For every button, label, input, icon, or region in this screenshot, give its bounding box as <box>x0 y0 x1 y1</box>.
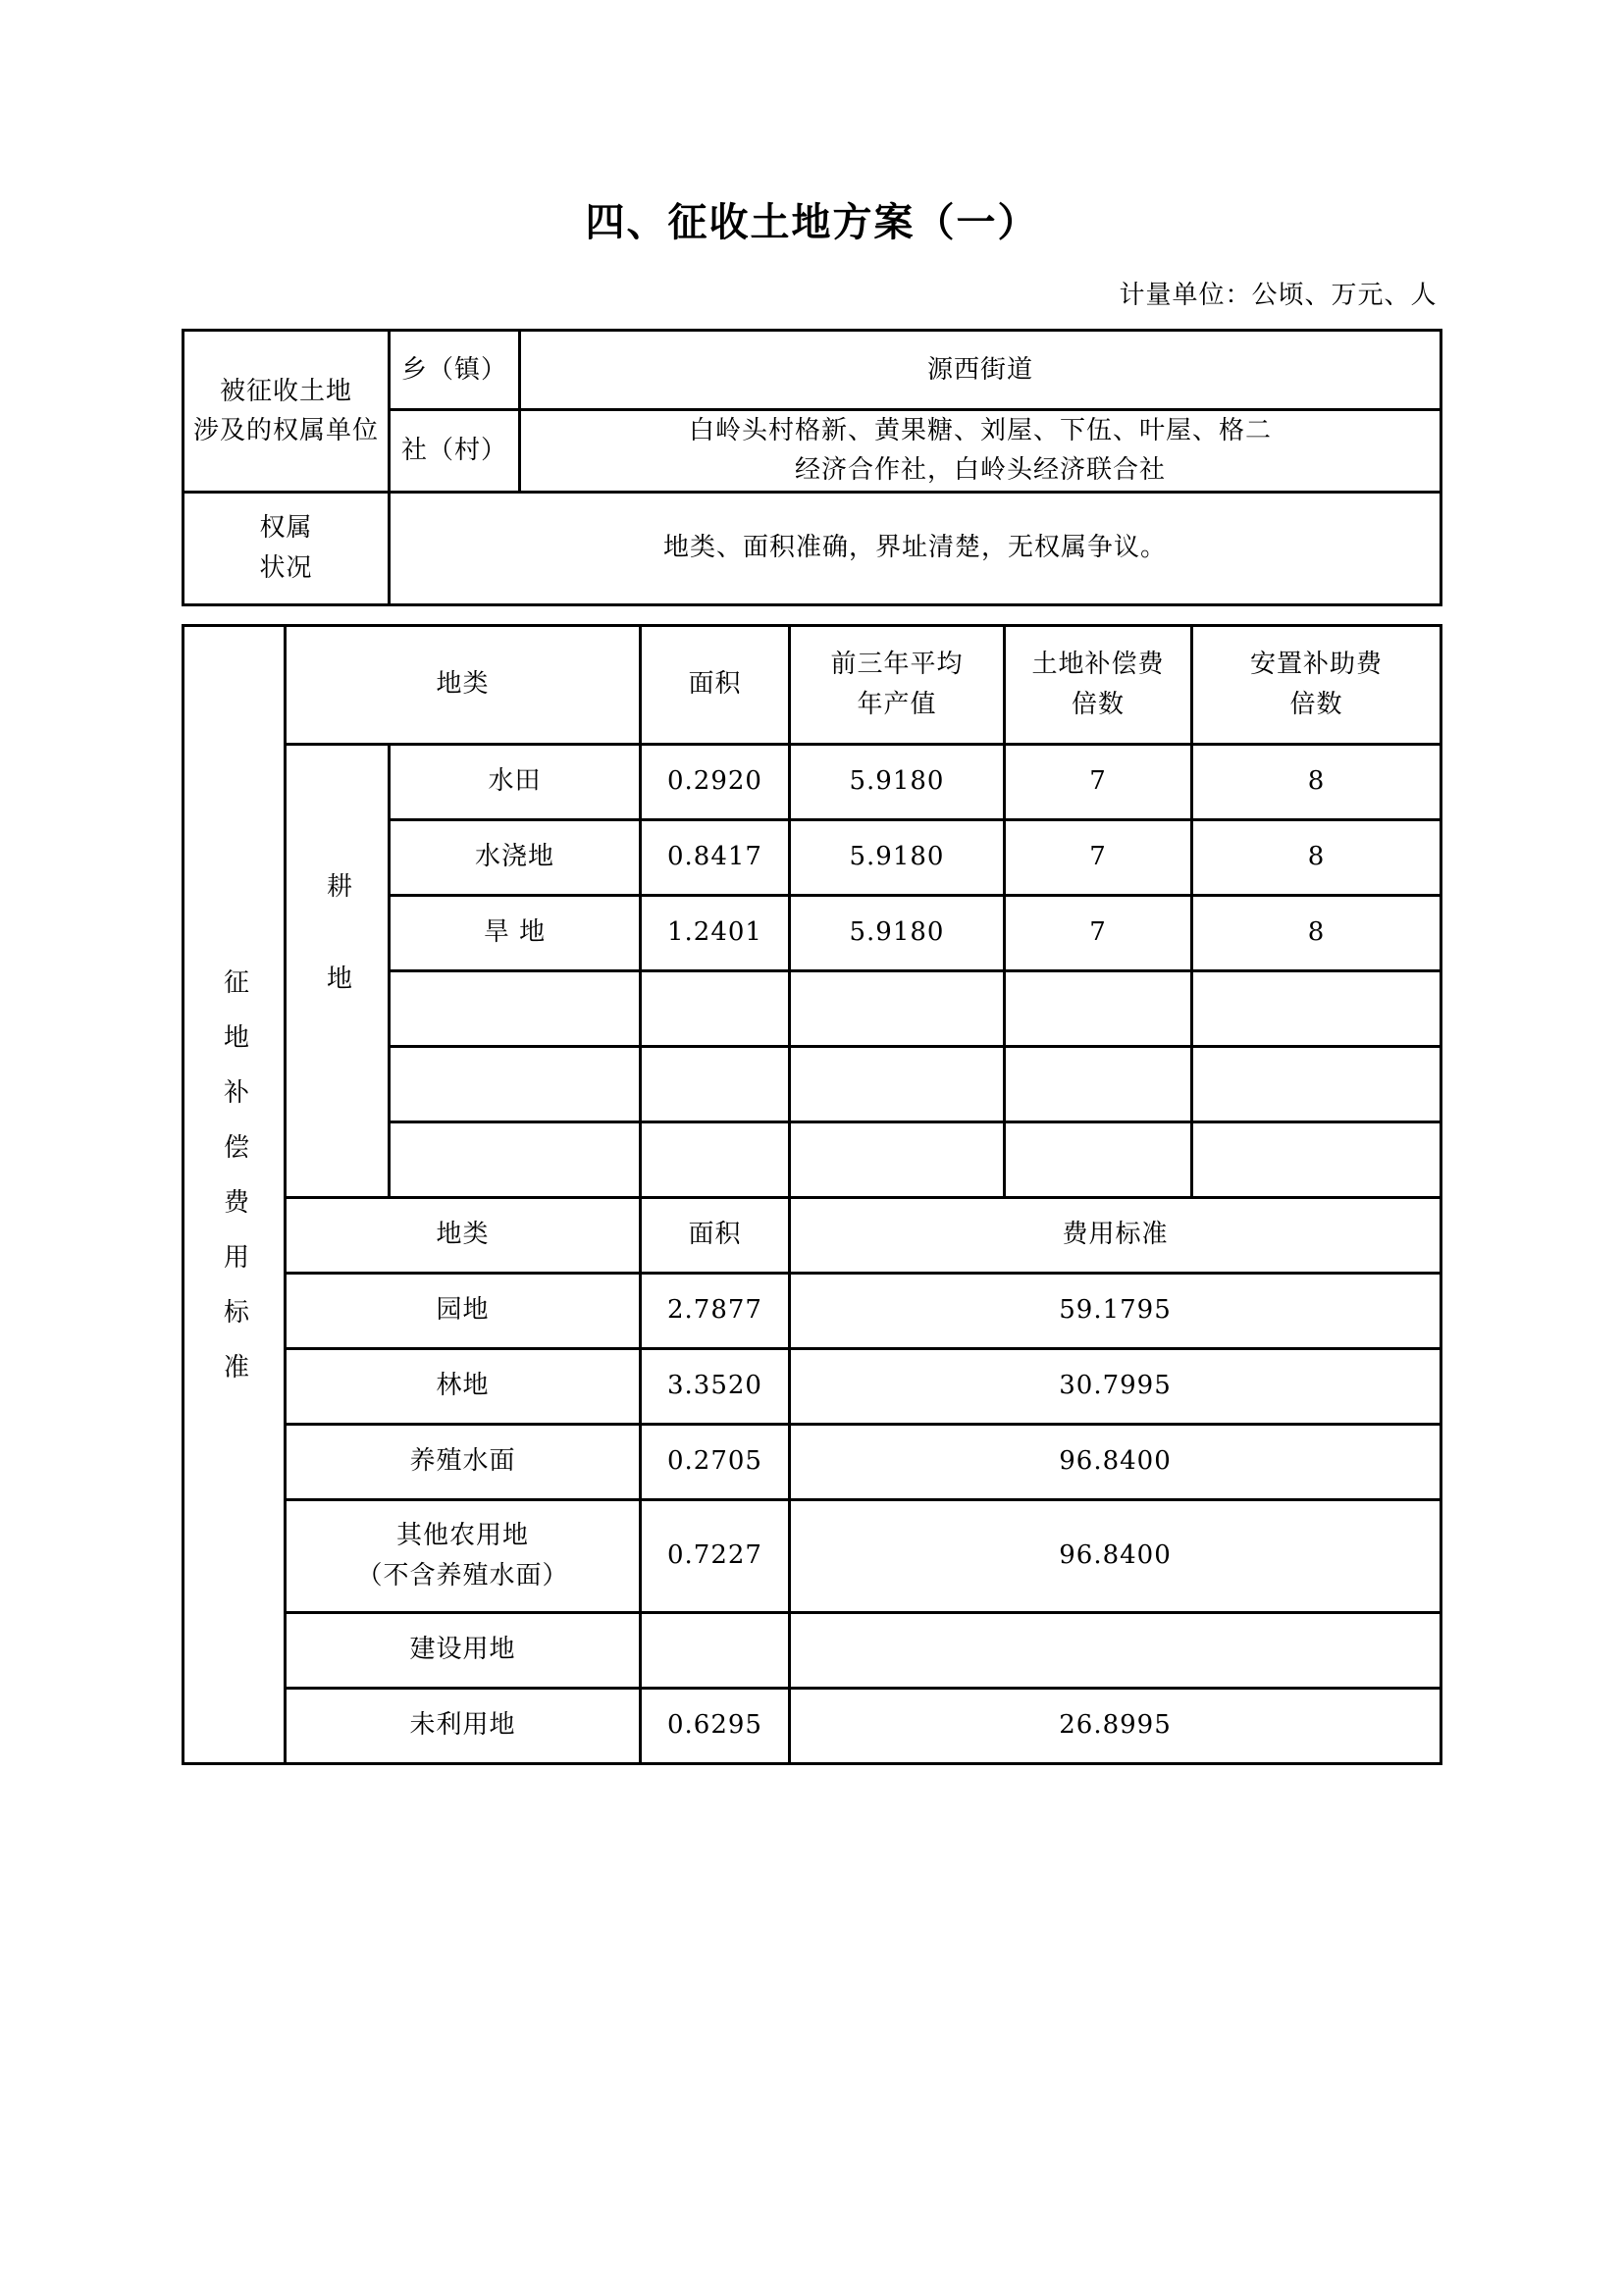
resettle-multiple-cell: 8 <box>1192 744 1441 819</box>
land-type-cell <box>389 1121 640 1197</box>
resettle-multiple-cell <box>1192 1121 1441 1197</box>
fee-standard-cell: 59.1795 <box>790 1273 1441 1348</box>
land-type-cell: 建设用地 <box>285 1612 640 1688</box>
resettle-multiple-cell: 8 <box>1192 895 1441 970</box>
ownership-status-label <box>183 492 390 604</box>
avg-yield-cell: 5.9180 <box>790 744 1005 819</box>
fee-standard-cell: 96.8400 <box>790 1424 1441 1499</box>
ownership-status-label-line1: 权属 <box>259 513 313 544</box>
header-land-type-b: 地类 <box>285 1197 640 1273</box>
land-type-cell <box>389 970 640 1046</box>
header-resettlement-multiple <box>1192 625 1441 744</box>
area-cell: 3.3520 <box>641 1348 790 1424</box>
resettle-multiple-cell: 8 <box>1192 819 1441 895</box>
village-value <box>520 410 1441 493</box>
avg-yield-cell <box>790 1046 1005 1121</box>
land-multiple-cell: 7 <box>1005 895 1192 970</box>
header-land-type-a: 地类 <box>285 625 640 744</box>
table-row <box>183 744 1441 819</box>
ownership-status-value: 地类、面积准确，界址清楚，无权属争议。 <box>390 492 1441 604</box>
table-row <box>183 1688 1441 1763</box>
avg-yield-cell: 5.9180 <box>790 895 1005 970</box>
area-cell: 0.2705 <box>641 1424 790 1499</box>
compensation-side-label-text: 征地补偿费用标准 <box>219 967 249 1408</box>
area-cell <box>641 1046 790 1121</box>
land-type-cell <box>389 1046 640 1121</box>
unit-note: 计量单位：公顷、万元、人 <box>1119 281 1438 310</box>
page-title: 四、征收土地方案（一） <box>585 199 1039 245</box>
fee-standard-cell <box>790 1612 1441 1688</box>
township-value: 源西街道 <box>520 331 1441 410</box>
compensation-table <box>182 624 1442 1765</box>
area-cell: 2.7877 <box>641 1273 790 1348</box>
table-row <box>183 331 1441 410</box>
header-avg-yield-line1: 前三年平均 <box>830 650 964 680</box>
avg-yield-cell <box>790 970 1005 1046</box>
fee-standard-cell: 96.8400 <box>790 1499 1441 1612</box>
table-row <box>183 492 1441 604</box>
land-type-cell: 水田 <box>389 744 640 819</box>
ownership-status-label-line2: 状况 <box>259 552 313 583</box>
area-cell <box>641 1612 790 1688</box>
land-type-cell: 未利用地 <box>285 1688 640 1763</box>
ownership-table <box>182 329 1442 606</box>
area-cell: 0.8417 <box>641 819 790 895</box>
header-resettlement-line2: 倍数 <box>1289 689 1343 719</box>
land-type-cell-line1: 其他农用地 <box>395 1521 529 1551</box>
village-value-line2: 经济合作社，白岭头经济联合社 <box>794 455 1166 486</box>
fee-standard-cell: 26.8995 <box>790 1688 1441 1763</box>
land-type-cell <box>285 1499 640 1612</box>
avg-yield-cell <box>790 1121 1005 1197</box>
fee-standard-cell: 30.7995 <box>790 1348 1441 1424</box>
ownership-row-label-line1: 被征收土地 <box>219 376 352 406</box>
table-row <box>183 1348 1441 1424</box>
land-multiple-cell: 7 <box>1005 744 1192 819</box>
header-area-a: 面积 <box>641 625 790 744</box>
area-cell: 0.7227 <box>641 1499 790 1612</box>
table-row <box>183 1197 1441 1273</box>
table-row <box>183 1612 1441 1688</box>
ownership-row-label <box>183 331 390 493</box>
village-label: 社（村） <box>390 410 520 493</box>
area-cell <box>641 970 790 1046</box>
cultivated-land-label <box>285 744 389 1197</box>
table-row <box>183 1424 1441 1499</box>
header-avg-yield <box>790 625 1005 744</box>
ownership-row-label-line2: 涉及的权属单位 <box>192 415 379 445</box>
village-value-line1: 白岭头村格新、黄果糖、刘屋、下伍、叶屋、格二 <box>688 416 1272 445</box>
land-multiple-cell <box>1005 1046 1192 1121</box>
land-multiple-cell <box>1005 1121 1192 1197</box>
township-label: 乡（镇） <box>390 331 520 410</box>
header-fee-standard: 费用标准 <box>790 1197 1441 1273</box>
land-multiple-cell <box>1005 970 1192 1046</box>
resettle-multiple-cell <box>1192 970 1441 1046</box>
land-type-cell-line2: （不含养殖水面） <box>356 1560 569 1590</box>
land-multiple-cell: 7 <box>1005 819 1192 895</box>
area-cell <box>641 1121 790 1197</box>
area-cell: 0.6295 <box>641 1688 790 1763</box>
header-land-compensation-multiple <box>1005 625 1192 744</box>
header-resettlement-line1: 安置补助费 <box>1249 650 1383 680</box>
unit-note-container <box>183 275 1441 311</box>
header-land-compensation-line1: 土地补偿费 <box>1031 650 1165 680</box>
compensation-side-label <box>183 625 285 1763</box>
resettle-multiple-cell <box>1192 1046 1441 1121</box>
area-cell: 0.2920 <box>641 744 790 819</box>
land-type-cell: 园地 <box>285 1273 640 1348</box>
header-land-compensation-line2: 倍数 <box>1071 689 1125 719</box>
land-type-cell: 水浇地 <box>389 819 640 895</box>
table-row <box>183 1499 1441 1612</box>
land-type-cell: 旱 地 <box>389 895 640 970</box>
area-cell: 1.2401 <box>641 895 790 970</box>
land-type-cell: 林地 <box>285 1348 640 1424</box>
table-row <box>183 1273 1441 1348</box>
header-avg-yield-line2: 年产值 <box>857 689 937 719</box>
land-type-cell: 养殖水面 <box>285 1424 640 1499</box>
header-area-b: 面积 <box>641 1197 790 1273</box>
avg-yield-cell: 5.9180 <box>790 819 1005 895</box>
cultivated-land-label-text: 耕地 <box>322 871 352 1057</box>
table-row <box>183 625 1441 744</box>
